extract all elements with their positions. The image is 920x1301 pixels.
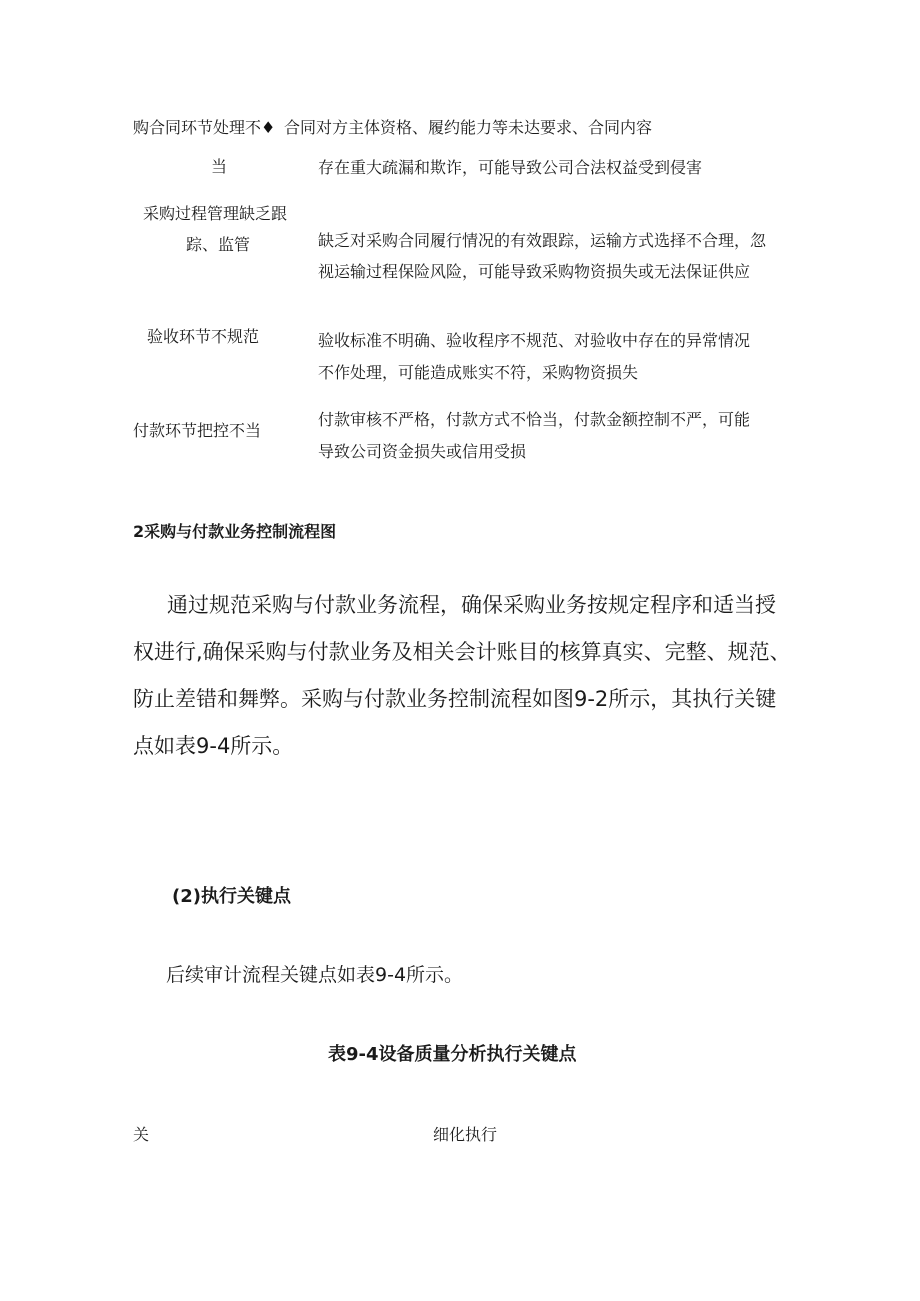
- subsection-text: 后续审计流程关键点如表9-4所示。: [166, 964, 464, 986]
- risk-row-4-desc-line-2: 导致公司资金损失或信用受损: [318, 442, 527, 461]
- risk-row-1-desc-line-2: 存在重大疏漏和欺诈，可能导致公司合法权益受到侵害: [318, 158, 703, 177]
- risk-row-1-name-line-1: 购合同环节处理不♦: [133, 118, 276, 137]
- risk-row-3-desc-line-1: 验收标准不明确、验收程序不规范、对验收中存在的异常情况: [318, 331, 751, 350]
- diamond-bullet-icon: ♦: [261, 118, 276, 137]
- risk-row-3-desc-line-2: 不作处理，可能造成账实不符，采购物资损失: [318, 363, 639, 382]
- table-title: 表9-4设备质量分析执行关键点: [328, 1044, 577, 1065]
- subsection-heading: (2)执行关键点: [172, 886, 291, 907]
- section-heading: 2采购与付款业务控制流程图: [133, 522, 337, 541]
- risk-row-4-name: 付款环节把控不当: [133, 421, 262, 440]
- table-col-header-detail: 细化执行: [433, 1125, 498, 1144]
- body-paragraph: 通过规范采购与付款业务流程，确保采购业务按规定程序和适当授权进行,确保采购与付款业务及相关会计账目的核算真实、完整、规范、防止差错和舞弊。采购与付款业务控制流程如图9-2所示，其执行关键点如表9-4所示。: [133, 593, 791, 758]
- risk-row-2-name-line-2: 踪、监管: [186, 235, 251, 254]
- risk-row-1-desc-line-1: 合同对方主体资格、履约能力等未达要求、合同内容: [284, 118, 653, 137]
- risk-row-2-desc-line-1: 缺乏对采购合同履行情况的有效跟踪，运输方式选择不合理，忽: [318, 231, 767, 250]
- risk-row-4-desc-line-1: 付款审核不严格，付款方式不恰当，付款金额控制不严，可能: [318, 410, 751, 429]
- risk-row-1-name-line-2: 当: [211, 157, 228, 176]
- table-col-header-key: 关: [133, 1125, 150, 1144]
- risk-row-2-name-line-1: 采购过程管理缺乏跟: [143, 204, 288, 223]
- risk-row-3-name: 验收环节不规范: [147, 327, 260, 346]
- risk-row-2-desc-line-2: 视运输过程保险风险，可能导致采购物资损失或无法保证供应: [318, 262, 751, 281]
